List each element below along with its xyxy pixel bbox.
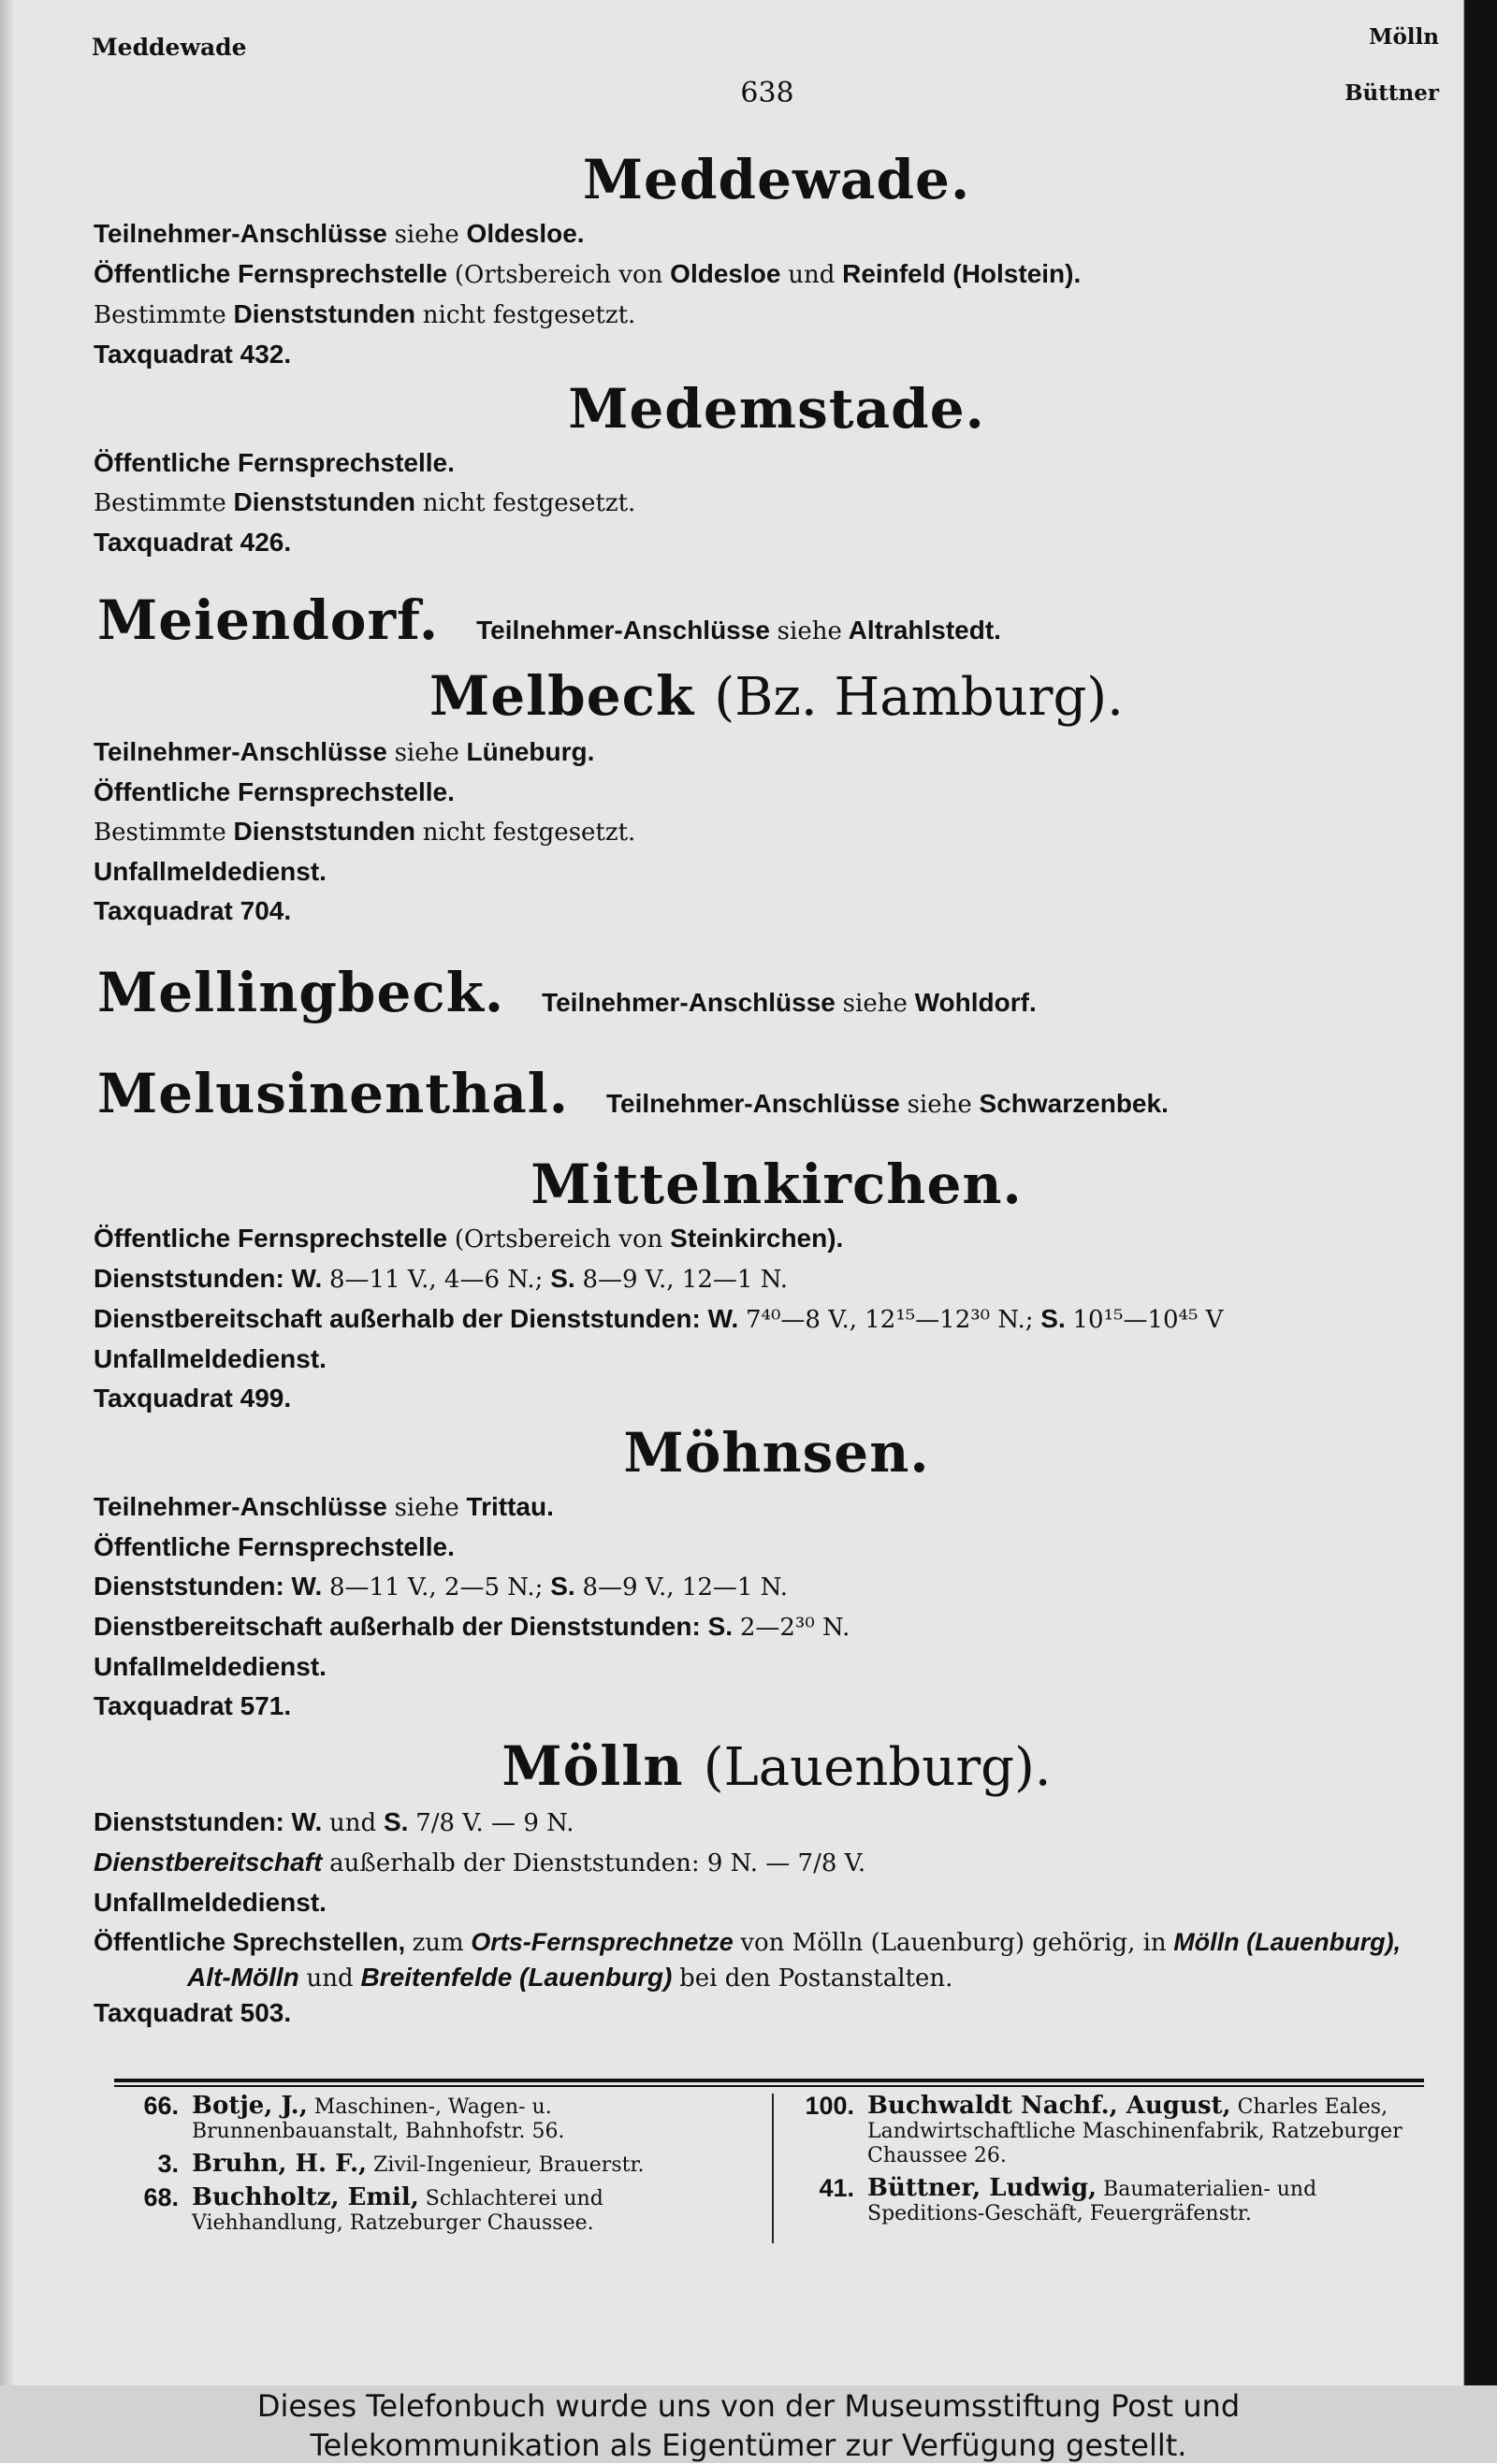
entry-line: Bestimmte Dienststunden nicht festgesetzt. bbox=[94, 299, 636, 329]
advert-item: 66. Botje, J., Maschinen-, Wagen- u. Brunnenbauanstalt, Bahnhofstr. 56. bbox=[143, 2092, 565, 2143]
entry-line: Öffentliche Sprechstellen, zum Orts-Fernsprechnetze von Mölln (Lauenburg) gehörig, in Mölln (Lauenburg), bbox=[94, 1928, 1402, 1957]
entry-line: Taxquadrat 499. bbox=[94, 1384, 292, 1413]
advert-rule-second bbox=[114, 2085, 1424, 2087]
page-edge-shadow bbox=[1456, 0, 1497, 2385]
attribution-line-2: Telekommunikation als Eigentümer zur Verfügung gestellt. bbox=[310, 2428, 1187, 2463]
entry-line: Alt-Mölln und Breitenfelde (Lauenburg) bei den Postanstalten. bbox=[187, 1963, 953, 1993]
entry-title: Melusinenthal. bbox=[97, 1062, 569, 1125]
entry-line: Unfallmeldedienst. bbox=[94, 857, 327, 886]
entry-line: Taxquadrat 432. bbox=[94, 340, 292, 369]
entry-meiendorf bbox=[97, 588, 1460, 652]
entry-line: Taxquadrat 426. bbox=[94, 528, 292, 557]
running-head-right-top: Mölln bbox=[1369, 24, 1439, 50]
entry-line: Öffentliche Fernsprechstelle. bbox=[94, 1532, 455, 1561]
entry-meddewade bbox=[94, 145, 1460, 374]
attribution-line-1: Dieses Telefonbuch wurde uns von der Museumsstiftung Post und bbox=[256, 2388, 1241, 2424]
entry-mellingbeck bbox=[97, 961, 1460, 1024]
entry-line: Öffentliche Fernsprechstelle. bbox=[94, 777, 455, 806]
entry-moelln bbox=[94, 1732, 1460, 2033]
running-head-left: Meddewade bbox=[92, 34, 247, 61]
entry-line: Bestimmte Dienststunden nicht festgesetzt. bbox=[94, 817, 636, 847]
entry-line: Teilnehmer-Anschlüsse siehe Wohldorf. bbox=[542, 988, 1037, 1018]
entry-line: Teilnehmer-Anschlüsse siehe Lüneburg. bbox=[94, 737, 595, 767]
entry-line: Dienststunden: W. 8—11 V., 2—5 N.; S. 8—9 V., 12—1 N. bbox=[94, 1572, 789, 1602]
entry-title: Melbeck (Bz. Hamburg). bbox=[429, 664, 1124, 728]
attribution-footer bbox=[0, 2385, 1497, 2463]
entry-title: Meiendorf. bbox=[97, 588, 440, 652]
entry-line: Unfallmeldedienst. bbox=[94, 1888, 327, 1917]
advert-item: 3. Bruhn, H. F., Zivil-Ingenieur, Brauerstr. bbox=[157, 2150, 645, 2178]
entry-line: Dienstbereitschaft außerhalb der Dienststunden: W. 7⁴⁰—8 V., 12¹⁵—12³⁰ N.; S. 10¹⁵—10⁴⁵ V bbox=[94, 1304, 1224, 1334]
entry-line: Unfallmeldedienst. bbox=[94, 1344, 327, 1373]
advert-item: 41. Büttner, Ludwig, Baumaterialien- und Speditions-Geschäft, Feuergräfenstr. bbox=[819, 2174, 1317, 2225]
entry-line: Bestimmte Dienststunden nicht festgesetzt. bbox=[94, 487, 636, 517]
entry-title: Möhnsen. bbox=[623, 1421, 930, 1485]
entry-title: Mellingbeck. bbox=[97, 961, 505, 1024]
directory-content bbox=[94, 145, 1460, 2033]
advert-item: 68. Buchholtz, Emil, Schlachterei und Viehhandlung, Ratzeburger Chaussee. bbox=[143, 2183, 603, 2235]
entry-title: Meddewade. bbox=[582, 148, 971, 211]
entry-line: Teilnehmer-Anschlüsse siehe Trittau. bbox=[94, 1492, 554, 1522]
entry-line: Teilnehmer-Anschlüsse siehe Oldesloe. bbox=[94, 219, 585, 249]
entry-line: Teilnehmer-Anschlüsse siehe Altrahlstedt. bbox=[476, 616, 1001, 645]
entry-line: Taxquadrat 704. bbox=[94, 896, 292, 925]
entry-line: Öffentliche Fernsprechstelle (Ortsbereich von Steinkirchen). bbox=[94, 1224, 844, 1254]
page-number: 638 bbox=[740, 77, 794, 109]
entry-line: Taxquadrat 503. bbox=[94, 1998, 292, 2027]
entry-line: Dienststunden: W. 8—11 V., 4—6 N.; S. 8—9 V., 12—1 N. bbox=[94, 1264, 789, 1294]
entry-title: Mölln (Lauenburg). bbox=[501, 1734, 1052, 1798]
advert-item: 100. Buchwaldt Nachf., August, Charles Eales, Landwirtschaftliche Maschinenfabrik, Ratzeburger Chaussee 26. bbox=[805, 2092, 1403, 2167]
entry-line: Unfallmeldedienst. bbox=[94, 1652, 327, 1681]
entry-line: Teilnehmer-Anschlüsse siehe Schwarzenbek. bbox=[606, 1089, 1169, 1119]
entry-line: Taxquadrat 571. bbox=[94, 1691, 292, 1720]
entry-title: Medemstade. bbox=[568, 377, 985, 441]
entry-medemstade bbox=[94, 374, 1460, 562]
entry-line: Öffentliche Fernsprechstelle. bbox=[94, 448, 455, 477]
entry-melbeck bbox=[94, 661, 1460, 931]
entry-melusinenthal bbox=[97, 1062, 1460, 1125]
entry-title: Mittelnkirchen. bbox=[530, 1152, 1023, 1216]
advert-rule-top bbox=[114, 2079, 1424, 2082]
running-head-right-bottom: Büttner bbox=[1344, 80, 1439, 106]
advert-column-left bbox=[126, 2094, 772, 2243]
advert-column-right bbox=[772, 2094, 1427, 2243]
entry-moehnsen bbox=[94, 1418, 1460, 1726]
entry-line: Öffentliche Fernsprechstelle (Ortsbereich von Oldesloe und Reinfeld (Holstein). bbox=[94, 259, 1082, 289]
entry-mittelnkirchen bbox=[94, 1150, 1460, 1418]
entry-line: Dienstbereitschaft außerhalb der Dienststunden: 9 N. — 7/8 V. bbox=[94, 1848, 866, 1877]
entry-line: Dienstbereitschaft außerhalb der Dienststunden: S. 2—2³⁰ N. bbox=[94, 1612, 850, 1642]
entry-line: Dienststunden: W. und S. 7/8 V. — 9 N. bbox=[94, 1807, 574, 1837]
advert-listing bbox=[126, 2094, 1436, 2243]
